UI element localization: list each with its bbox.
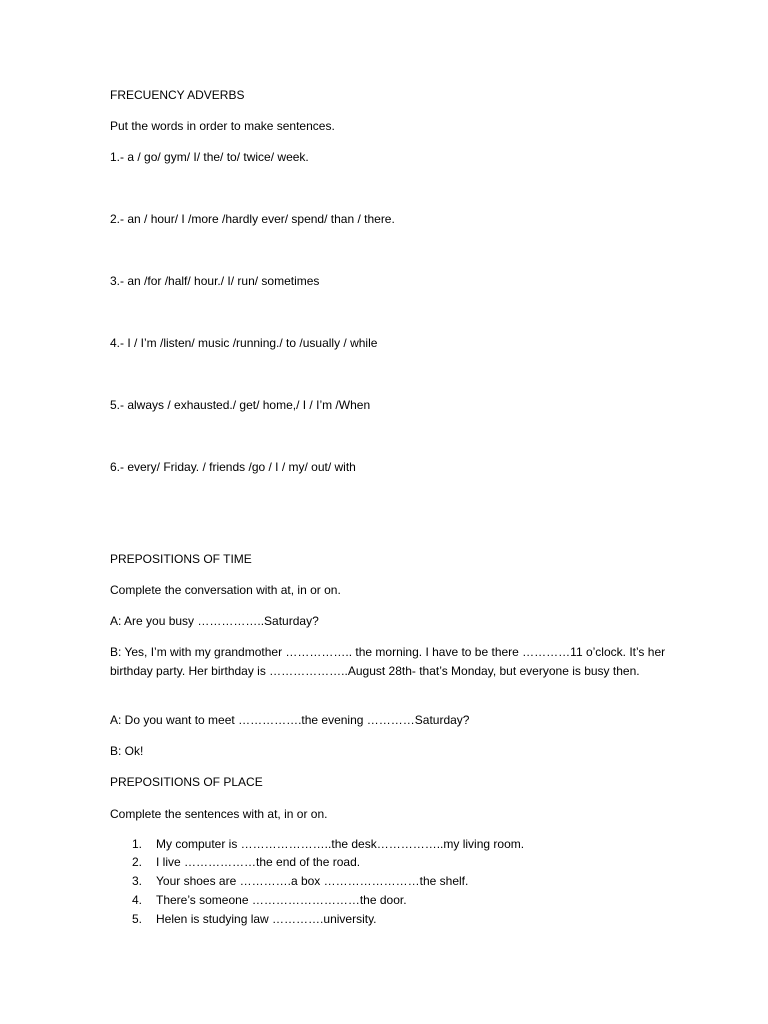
list-item	[132, 872, 468, 890]
list-item	[132, 835, 524, 853]
list-text: I live ………………the end of the road.	[156, 855, 361, 869]
exercise-item: 2.- an / hour/ I /more /hardly ever/ spend/ than / there.	[110, 212, 395, 226]
list-text: My computer is …………………..the desk……………..my living room.	[156, 837, 525, 851]
section-title-frequency-adverbs: FRECUENCY ADVERBS	[110, 88, 245, 102]
section-instruction: Complete the conversation with at, in or on.	[110, 583, 341, 597]
list-item	[132, 910, 377, 928]
exercise-item: 6.- every/ Friday. / friends /go / I / my/ out/ with	[110, 460, 356, 474]
conversation-line: B: Ok!	[110, 744, 144, 758]
exercise-item: 5.- always / exhausted./ get/ home,/ I / I’m /When	[110, 398, 371, 412]
list-item	[132, 853, 360, 871]
list-number: 1.	[132, 837, 143, 851]
list-item	[132, 891, 407, 909]
conversation-line: A: Are you busy ……………..Saturday?	[110, 614, 319, 628]
list-number: 5.	[132, 912, 143, 926]
section-instruction: Put the words in order to make sentences.	[110, 119, 335, 133]
exercise-item: 4.- I / I’m /listen/ music /running./ to /usually / while	[110, 336, 378, 350]
exercise-item: 1.- a / go/ gym/ I/ the/ to/ twice/ week.	[110, 150, 309, 164]
list-number: 2.	[132, 855, 143, 869]
section-instruction: Complete the sentences with at, in or on.	[110, 807, 328, 821]
exercise-item: 3.- an /for /half/ hour./ I/ run/ sometimes	[110, 274, 320, 288]
list-text: Helen is studying law ………….university.	[156, 912, 377, 926]
section-title-prepositions-of-place: PREPOSITIONS OF PLACE	[110, 775, 263, 789]
list-text: Your shoes are ………….a box ……………………the shelf.	[156, 874, 469, 888]
conversation-line: A: Do you want to meet …………….the evening …………Saturday?	[110, 713, 470, 727]
section-title-prepositions-of-time: PREPOSITIONS OF TIME	[110, 552, 252, 566]
conversation-line: B: Yes, I’m with my grandmother …………….. the morning. I have to be there …………11 o’clock. It’s her birthday party. Her birthday is ………………..August 28th- that’s Monday, but everyone is busy then.	[110, 645, 666, 678]
list-number: 4.	[132, 893, 143, 907]
list-text: There’s someone ………………………the door.	[156, 893, 407, 907]
list-number: 3.	[132, 874, 143, 888]
